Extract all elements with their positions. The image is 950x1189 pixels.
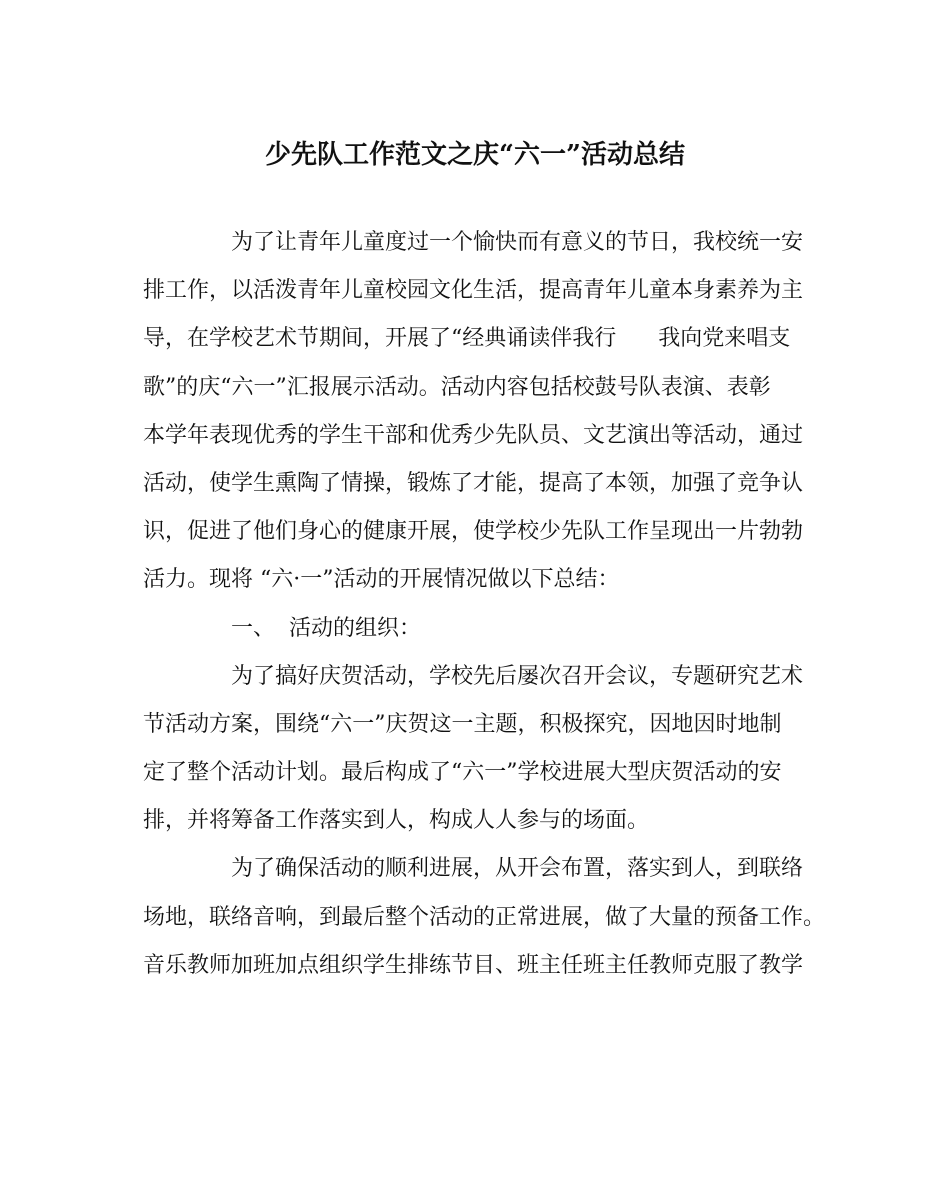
paragraph-line: 场地，联络音响，到最后整个活动的正常进展，做了大量的预备工作。 (143, 904, 826, 930)
paragraph-line: 定了整个活动计划。最后构成了“六一”学校进展大型庆贺活动的安 (143, 760, 782, 786)
paragraph-line: 活动，使学生熏陶了情操，锻炼了才能，提高了本领，加强了竞争认 (143, 470, 804, 496)
paragraph-line: 识，促进了他们身心的健康开展，使学校少先队工作呈现出一片勃勃 (143, 519, 804, 545)
paragraph-line: 导，在学校艺术节期间，开展了“经典诵读伴我行 我向党来唱支 (143, 326, 791, 352)
paragraph-line: 排工作，以活泼青年儿童校园文化生活，提高青年儿童本身素养为主 (143, 278, 804, 304)
document-title: 少先队工作范文之庆“六一”活动总结 (265, 140, 685, 170)
paragraph-line: 排，并将筹备工作落实到人，构成人人参与的场面。 (143, 808, 650, 834)
paragraph-line: 活力。现将 “六·一”活动的开展情况做以下总结： (143, 567, 620, 593)
paragraph-line: 歌”的庆“六一”汇报展示活动。活动内容包括校鼓号队表演、表彰 (143, 374, 771, 400)
paragraph-line: 为了搞好庆贺活动，学校先后屡次召开会议，专题研究艺术 (231, 663, 804, 689)
paragraph-line: 音乐教师加班加点组织学生排练节目、班主任班主任教师克服了教学 (143, 952, 804, 978)
document-body (143, 219, 826, 990)
section-heading: 一、 活动的组织： (231, 615, 421, 641)
paragraph-line: 节活动方案，围绕“六一”庆贺这一主题，积极探究，因地因时地制 (143, 711, 782, 737)
paragraph-line: 为了让青年儿童度过一个愉快而有意义的节日，我校统一安 (231, 230, 804, 255)
paragraph-line: 本学年表现优秀的学生干部和优秀少先队员、文艺演出等活动，通过 (143, 422, 804, 448)
paragraph-line: 为了确保活动的顺利进展，从开会布置，落实到人，到联络 (231, 856, 804, 882)
